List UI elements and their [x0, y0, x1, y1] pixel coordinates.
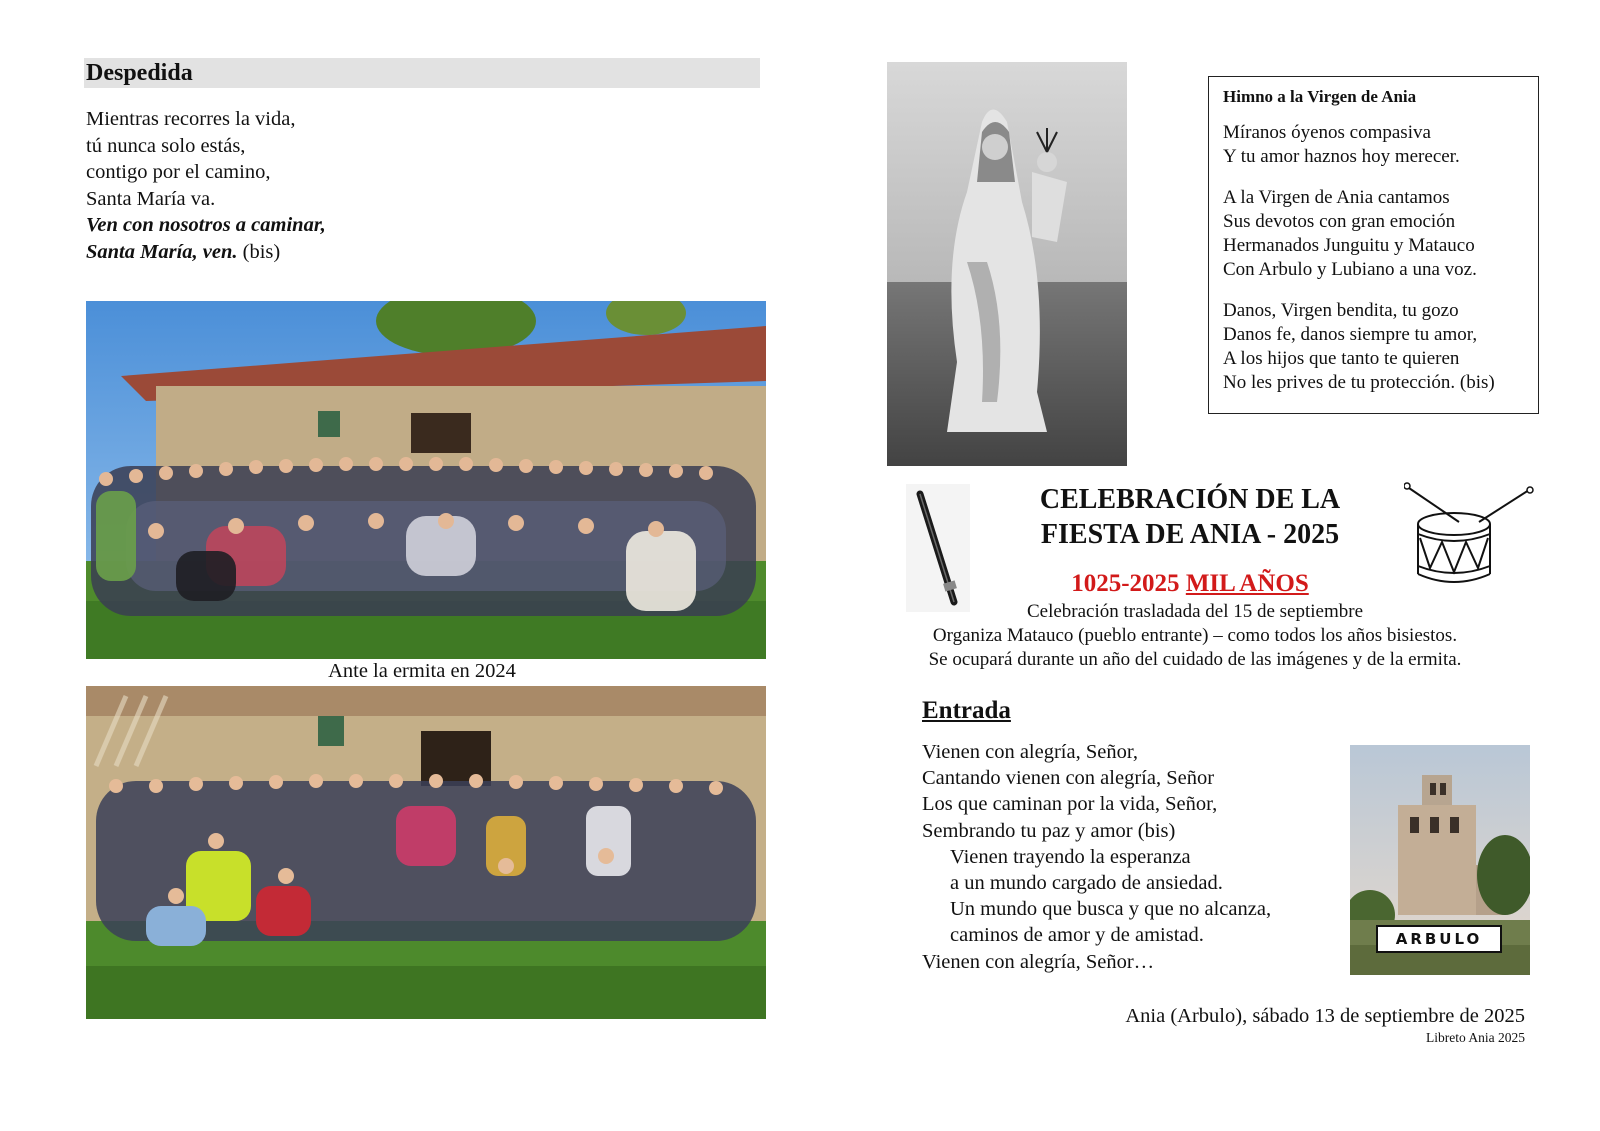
- refrain-bold: Santa María, ven.: [86, 240, 238, 263]
- hymn-stanza: [1223, 299, 1524, 395]
- info-line: Celebración trasladada del 15 de septiembre: [1026, 601, 1364, 622]
- anniversary-years: 1025-2025: [1071, 570, 1180, 597]
- poem-line: tú nunca solo estás,: [86, 134, 246, 157]
- celebration-info: [890, 600, 1500, 672]
- hymn-title: Himno a la Virgen de Ania: [1223, 87, 1417, 106]
- celebration-title: [990, 482, 1390, 552]
- refrain-line: Ven con nosotros a caminar,: [86, 214, 326, 236]
- entrada-line: Los que caminan por la vida, Señor,: [922, 793, 1218, 816]
- virgin-statue-photo: [887, 62, 1127, 466]
- despedida-poem: [86, 106, 326, 265]
- arbulo-label: ARBULO: [1376, 925, 1502, 953]
- entrada-indented-line: Un mundo que busca y que no alcanza,: [950, 898, 1272, 921]
- hymn-line: Danos fe, danos siempre tu amor,: [1223, 324, 1478, 345]
- hymn-stanza: [1223, 121, 1524, 169]
- poem-line: Mientras recorres la vida,: [86, 108, 296, 130]
- despedida-heading: Despedida: [84, 58, 760, 88]
- hymn-line: A los hijos que tanto te quieren: [1223, 348, 1460, 369]
- refrain-line-2: [86, 239, 326, 266]
- group-photo-2024: [86, 301, 766, 659]
- anniversary-text: MIL AÑOS: [1185, 570, 1309, 597]
- children-group-photo: [86, 686, 766, 1019]
- footer-booklet: Libreto Ania 2025: [1426, 1030, 1525, 1045]
- hymn-line: Y tu amor haznos hoy merecer.: [1223, 146, 1460, 167]
- poem-line: contigo por el camino,: [86, 161, 271, 183]
- entrada-line: Sembrando tu paz y amor (bis): [922, 819, 1176, 842]
- entrada-line: Vienen con alegría, Señor,: [922, 741, 1138, 763]
- flute-icon: [906, 484, 970, 612]
- entrada-heading: Entrada: [922, 697, 1011, 724]
- hymn-line: No les prives de tu protección. (bis): [1223, 372, 1495, 393]
- hymn-line: Danos, Virgen bendita, tu gozo: [1223, 300, 1459, 321]
- info-line: Se ocupará durante un año del cuidado de las imágenes y de la ermita.: [928, 649, 1462, 670]
- refrain-bis: (bis): [237, 240, 281, 263]
- hymn-line: Con Arbulo y Lubiano a una voz.: [1223, 259, 1477, 280]
- entrada-line: Vienen con alegría, Señor…: [922, 950, 1155, 973]
- anniversary-banner: [990, 570, 1390, 598]
- hymn-line: Míranos óyenos compasiva: [1223, 122, 1431, 143]
- poem-line: Santa María va.: [86, 187, 216, 210]
- drum-icon: [1404, 482, 1534, 590]
- hymn-line: A la Virgen de Ania cantamos: [1223, 187, 1450, 208]
- entrada-line: Cantando vienen con alegría, Señor: [922, 767, 1215, 790]
- hymn-line: Sus devotos con gran emoción: [1223, 211, 1456, 232]
- hymn-box: [1208, 76, 1539, 414]
- entrada-indented-line: caminos de amor y de amistad.: [950, 924, 1204, 947]
- entrada-indented-line: a un mundo cargado de ansiedad.: [950, 872, 1223, 895]
- arbulo-church-photo: [1350, 745, 1530, 975]
- hymn-line: Hermanados Junguitu y Matauco: [1223, 235, 1475, 256]
- celebration-title-line1: CELEBRACIÓN DE LA: [1039, 484, 1341, 515]
- celebration-title-line2: FIESTA DE ANIA - 2025: [1040, 519, 1340, 550]
- hymn-stanza: [1223, 186, 1524, 282]
- entrada-song: [922, 739, 1271, 975]
- photo-caption: Ante la ermita en 2024: [328, 660, 516, 682]
- entrada-indented-line: Vienen trayendo la esperanza: [950, 845, 1191, 868]
- info-line: Organiza Matauco (pueblo entrante) – como todos los años bisiestos.: [932, 625, 1458, 646]
- footer-date: Ania (Arbulo), sábado 13 de septiembre de 2025: [1125, 1005, 1525, 1027]
